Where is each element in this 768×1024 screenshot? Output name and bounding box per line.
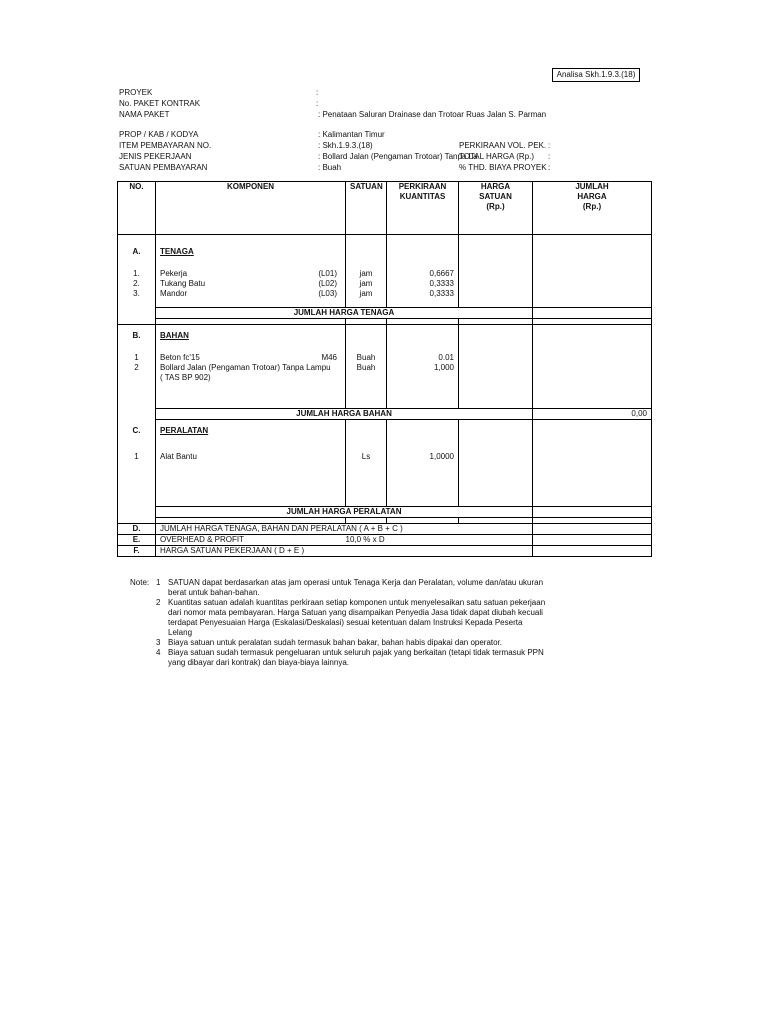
col-harga-line2: SATUAN	[479, 192, 512, 201]
proyek-colon: :	[316, 88, 319, 97]
row-unit: jam	[346, 269, 387, 279]
nama-paket-label: NAMA PAKET	[119, 110, 170, 119]
row-qty: 0,3333	[387, 279, 459, 289]
row-unit: jam	[346, 289, 387, 299]
row-name: Bollard Jalan (Pengaman Trotoar) Tanpa Lampu	[156, 363, 346, 373]
row-qty: 1,0000	[387, 452, 459, 462]
no-paket-label: No. PAKET KONTRAK	[119, 99, 201, 108]
row-code: (L01)	[318, 268, 337, 278]
note-line: dari nomor mata pembayaran. Harga Satuan yang disampaikan Penyedia Jasa tidak dapat diubah kecuali	[168, 608, 543, 617]
jenis-label: JENIS PEKERJAAN	[119, 152, 192, 161]
analysis-table	[117, 181, 652, 557]
note-line: terdapat Penyesuaian Harga (Eskalasi/Deskalasi) sesuai ketentuan dalam Instruksi Kepada Peserta Lelang	[168, 618, 523, 637]
col-jumlah-line2: HARGA	[577, 192, 607, 201]
note-number: 3	[156, 638, 161, 647]
summary-e-letter: E.	[118, 535, 156, 546]
note-item	[130, 648, 548, 668]
notes-label: Note:	[130, 578, 150, 587]
prop-value: : Kalimantan Timur	[318, 130, 385, 139]
jenis-value: : Bollard Jalan (Pengaman Trotoar) Tanpa La	[318, 152, 478, 161]
row-no: 1	[118, 452, 156, 462]
col-no-header: NO.	[118, 182, 156, 235]
col-jumlah-header	[533, 182, 652, 235]
note-number: 4	[156, 648, 161, 657]
row-name: Alat Bantu	[156, 452, 346, 462]
note-line: Biaya satuan untuk peralatan sudah termasuk bahan bakar, bahan habis dipakai dan operator.	[168, 638, 503, 647]
note-number: 2	[156, 598, 161, 607]
summary-f-letter: F.	[118, 546, 156, 557]
col-komponen-header: KOMPONEN	[156, 182, 346, 235]
summary-e-value	[533, 535, 652, 546]
note-item	[130, 598, 548, 638]
notes-block	[130, 578, 548, 668]
row-name: Mandor	[160, 288, 188, 298]
row-unit: jam	[346, 279, 387, 289]
proyek-label: PROYEK	[119, 88, 153, 97]
row-qty: 0,6667	[387, 269, 459, 279]
prop-label: PROP / KAB / KODYA	[119, 130, 199, 139]
row-qty: 1,000	[387, 363, 459, 373]
row-no: 1.	[118, 269, 156, 279]
tenaga-total-value	[533, 308, 652, 319]
analysis-reference-box: Analisa Skh.1.9.3.(18)	[552, 68, 640, 82]
col-perkiraan-line1: PERKIRAAN	[398, 182, 447, 191]
row-no: 3.	[118, 289, 156, 299]
row-no: 2	[118, 363, 156, 373]
nama-paket-value: : Penataan Saluran Drainase dan Trotoar Ruas Jalan S. Parman	[318, 110, 547, 119]
note-line: Biaya satuan sudah termasuk pengeluaran untuk seluruh pajak yang berkaitan (tetapi tidak termasuk PPN	[168, 648, 544, 657]
total-harga-colon: :	[548, 152, 551, 161]
total-harga-label: TOTAL HARGA (Rp.)	[459, 152, 534, 161]
note-line: berat untuk bahan-bahan.	[168, 588, 260, 597]
col-satuan-header: SATUAN	[346, 182, 387, 235]
satuan-value: : Buah	[318, 163, 342, 172]
section-c-letter: C.	[118, 426, 156, 438]
col-harga-header	[459, 182, 533, 235]
summary-e-formula: 10,0 % x D	[346, 535, 533, 546]
perkiraan-vol-label: PERKIRAAN VOL. PEK.	[459, 141, 547, 150]
row-name: Beton fc'15	[160, 352, 200, 362]
section-c-title: PERALATAN	[156, 426, 346, 438]
note-item	[130, 638, 548, 648]
table-row	[118, 363, 652, 373]
no-paket-colon: :	[316, 99, 319, 108]
section-a-title: TENAGA	[156, 247, 346, 259]
pct-biaya-label: % THD. BIAYA PROYEK	[459, 163, 547, 172]
col-jumlah-line1: JUMLAH	[575, 182, 609, 191]
bahan-extra-line: ( TAS BP 902)	[156, 373, 346, 383]
note-line: Kuantitas satuan adalah kuantitas perkiraan setiap komponen untuk menyelesaikan satu satuan pekerjaan	[168, 598, 546, 607]
section-b-title: BAHAN	[156, 331, 346, 343]
section-a-letter: A.	[118, 247, 156, 259]
note-line: SATUAN dapat berdasarkan atas jam operasi untuk Tenaga Kerja dan Peralatan, volume dan/atau ukuran	[168, 578, 544, 587]
summary-d-letter: D.	[118, 524, 156, 535]
col-perkiraan-line2: KUANTITAS	[399, 192, 446, 201]
item-value: : Skh.1.9.3.(18)	[318, 141, 373, 150]
row-unit: Buah	[346, 353, 387, 363]
table-row	[118, 289, 652, 299]
summary-f-text: HARGA SATUAN PEKERJAAN ( D + E )	[156, 546, 533, 557]
row-code: M46	[321, 352, 337, 362]
row-name: Tukang Batu	[160, 278, 206, 288]
summary-d-text: JUMLAH HARGA TENAGA, BAHAN DAN PERALATAN ( A + B + C )	[156, 524, 533, 535]
bahan-total-value: 0,00	[533, 409, 652, 420]
col-harga-line1: HARGA	[480, 182, 511, 191]
row-no: 2.	[118, 279, 156, 289]
row-qty: 0,3333	[387, 289, 459, 299]
pct-biaya-colon: :	[548, 163, 551, 172]
summary-d-value	[533, 524, 652, 535]
row-no: 1	[118, 353, 156, 363]
row-unit: Buah	[346, 363, 387, 373]
bahan-total-label: JUMLAH HARGA BAHAN	[156, 409, 533, 420]
summary-e-text: OVERHEAD & PROFIT	[156, 535, 346, 546]
row-name: Pekerja	[160, 268, 188, 278]
item-label: ITEM PEMBAYARAN NO.	[119, 141, 212, 150]
table-row	[118, 269, 652, 279]
row-qty: 0.01	[387, 353, 459, 363]
note-line: yang dibayar dari kontrak) dan biaya-biaya lainnya.	[168, 658, 349, 667]
peralatan-total-value	[533, 507, 652, 518]
note-number: 1	[156, 578, 161, 587]
note-item	[130, 578, 548, 598]
tenaga-total-label: JUMLAH HARGA TENAGA	[156, 308, 533, 319]
section-b-letter: B.	[118, 331, 156, 343]
satuan-label: SATUAN PEMBAYARAN	[119, 163, 208, 172]
table-row	[118, 452, 652, 462]
row-code: (L02)	[318, 278, 337, 288]
table-row	[118, 353, 652, 363]
summary-f-value	[533, 546, 652, 557]
table-row	[118, 279, 652, 289]
col-harga-line3: (Rp.)	[486, 202, 505, 211]
col-perkiraan-header	[387, 182, 459, 235]
peralatan-total-label: JUMLAH HARGA PERALATAN	[156, 507, 533, 518]
row-unit: Ls	[346, 452, 387, 462]
row-code: (L03)	[318, 288, 337, 298]
perkiraan-vol-colon: :	[548, 141, 551, 150]
col-jumlah-line3: (Rp.)	[582, 202, 602, 211]
